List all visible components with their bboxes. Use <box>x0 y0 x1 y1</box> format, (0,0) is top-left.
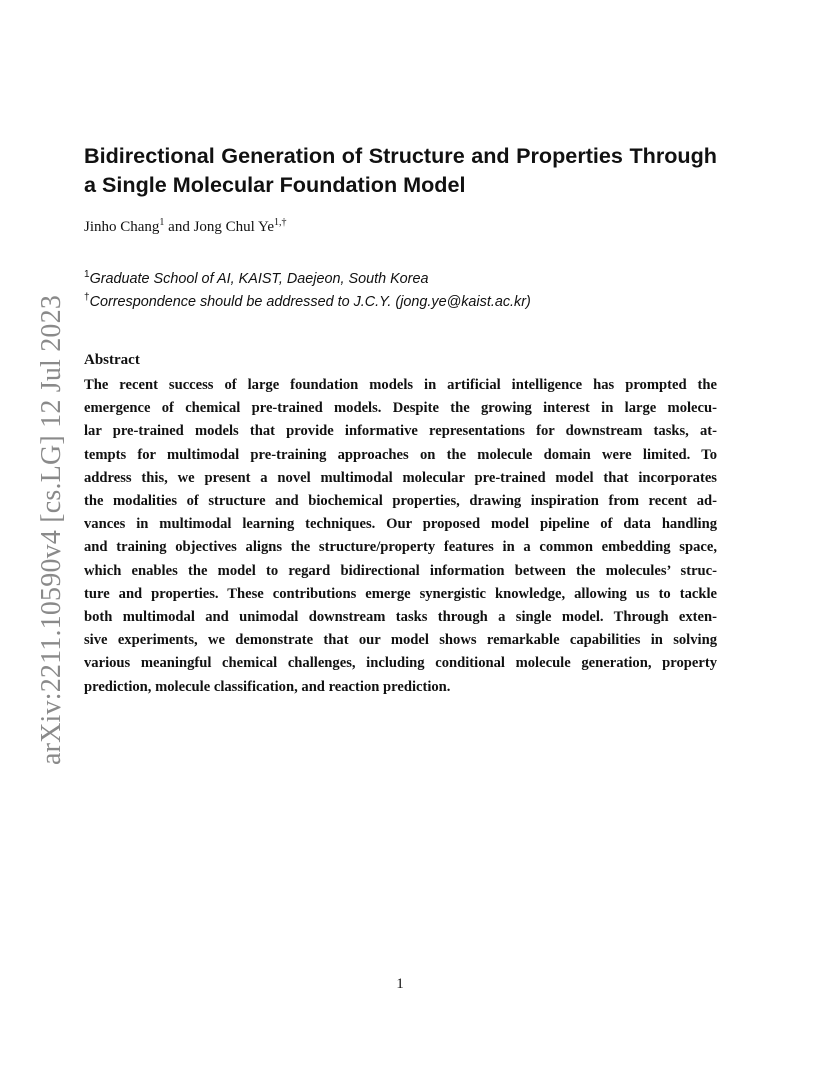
author-affiliation-mark: 1 <box>159 217 165 228</box>
abstract-line: the modalities of structure and biochemical properties, drawing inspiration from recent ad- <box>84 493 717 510</box>
abstract-line: address this, we present a novel multimodal molecular pre-trained model that incorporates <box>84 469 717 486</box>
abstract-line: prediction, molecule classification, and reaction prediction. <box>84 678 451 695</box>
arxiv-identifier-stamp: arXiv:2211.10590v4 [cs.LG] 12 Jul 2023 <box>36 294 67 766</box>
correspondence-line <box>84 294 531 310</box>
affiliation-text: Graduate School of AI, KAIST, Daejeon, South Korea <box>89 271 429 287</box>
page-number: 1 <box>396 976 404 992</box>
author-affiliation-mark: 1,† <box>274 217 287 228</box>
abstract-line: which enables the model to regard bidirectional information between the molecules’ struc- <box>84 562 717 579</box>
author-name: Jong Chul Ye <box>193 219 275 235</box>
abstract-heading: Abstract <box>84 352 140 368</box>
abstract-line: The recent success of large foundation models in artificial intelligence has prompted the <box>84 377 717 393</box>
author-name: Jinho Chang <box>84 219 160 235</box>
affiliation-line <box>84 271 429 287</box>
abstract-line: and training objectives aligns the structure/property features in a common embedding space, <box>84 539 717 556</box>
abstract-line: vances in multimodal learning techniques. Our proposed model pipeline of data handling <box>84 516 717 533</box>
correspondence-text: Correspondence should be addressed to J.C.Y. (jong.ye@kaist.ac.kr) <box>89 294 531 310</box>
abstract-line: various meaningful chemical challenges, including conditional molecule generation, property <box>84 655 717 672</box>
abstract-line: both multimodal and unimodal downstream tasks through a single model. Through exten- <box>84 609 717 626</box>
author-list <box>84 219 287 236</box>
abstract-line: emergence of chemical pre-trained models. Despite the growing interest in large molecu- <box>84 400 717 417</box>
author-conjunction: and <box>164 219 194 235</box>
paper-title: Bidirectional Generation of Structure and Properties Through a Single Molecular Foundation Model <box>84 143 717 197</box>
abstract-body <box>84 374 717 699</box>
affiliation-mark: 1 <box>84 269 90 280</box>
abstract-line: ture and properties. These contributions emerge synergistic knowledge, allowing us to tackle <box>84 585 717 602</box>
correspondence-mark: † <box>84 292 90 303</box>
abstract-line: tempts for multimodal pre-training approaches on the molecule domain were limited. To <box>84 446 717 463</box>
abstract-line: lar pre-trained models that provide informative representations for downstream tasks, at- <box>84 423 717 440</box>
abstract-line: sive experiments, we demonstrate that our model shows remarkable capabilities in solving <box>84 632 717 649</box>
